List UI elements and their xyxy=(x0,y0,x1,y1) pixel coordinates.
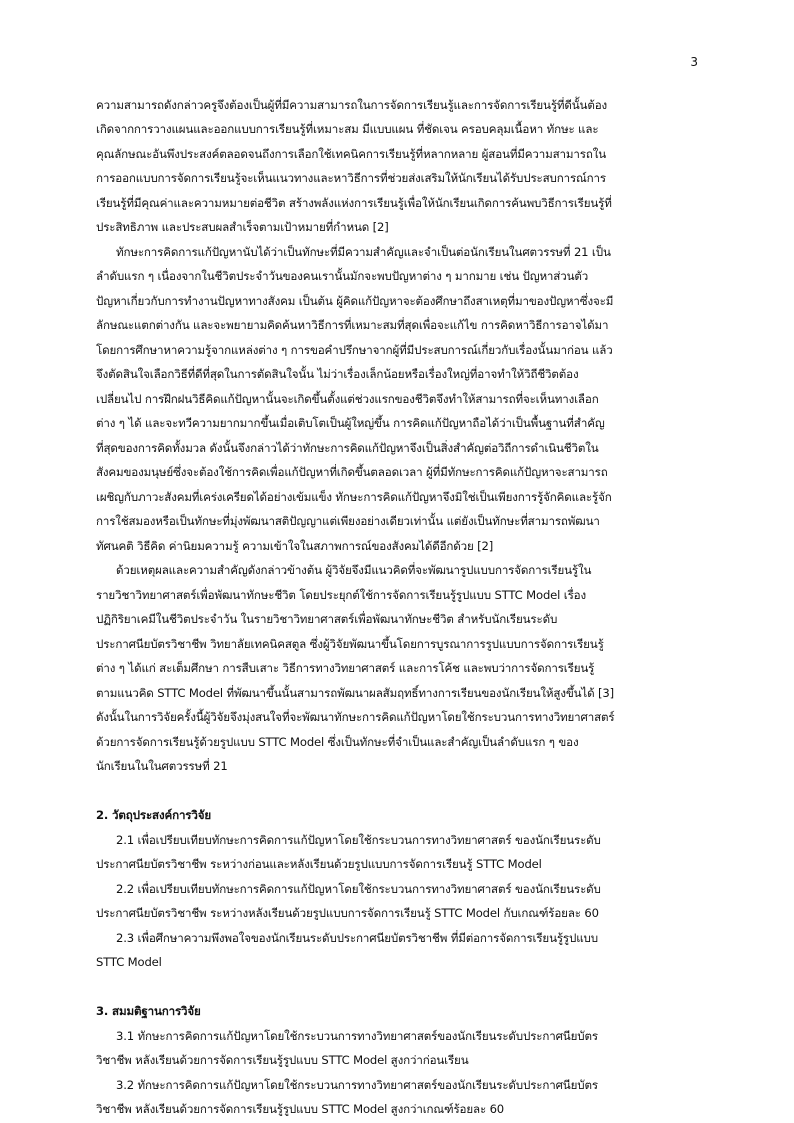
text-line: สังคมของมนุษย์ซึ่งจะต้องใช้การคิดเพื่อแก้ปัญหาที่เกิดขึ้นตลอดเวลา ผู้ที่มีทักษะการคิดแก้ปัญหาจะสามารถ xyxy=(96,465,608,479)
text-line: 3.1 ทักษะการคิดการแก้ปัญหาโดยใช้กระบวนการทางวิทยาศาสตร์ของนักเรียนระดับประกาศนียบัตร xyxy=(116,1029,598,1043)
text-line: วิชาชีพ หลังเรียนด้วยการจัดการเรียนรู้รูปแบบ STTC Model สูงกว่าก่อนเรียน xyxy=(96,1053,469,1067)
text-line: ประกาศนียบัตรวิชาชีพ ระหว่างหลังเรียนด้วยรูปแบบการจัดการเรียนรู้ STTC Model กับเกณฑ์ร้อยละ 60 xyxy=(96,906,599,920)
text-line: ทัศนคติ วิธีคิด ค่านิยมความรู้ ความเข้าใจในสภาพการณ์ของสังคมได้ดีอีกด้วย [2] xyxy=(96,539,494,553)
text-line: ประกาศนียบัตรวิชาชีพ วิทยาลัยเทคนิคสตูล ซึ่งผู้วิจัยพัฒนาขึ้นโดยการบูรณาการรูปแบบการจัดการเรียนรู้ xyxy=(96,637,604,651)
text-line: ที่สุดของการคิดทั้งมวล ดังนั้นจึงกล่าวได้ว่าทักษะการคิดแก้ปัญหาจึงเป็นสิ่งสำคัญต่อวิถีการดำเนินชีวิตใน xyxy=(96,441,599,455)
text-line: วิชาชีพ หลังเรียนด้วยการจัดการเรียนรู้รูปแบบ STTC Model สูงกว่าเกณฑ์ร้อยละ 60 xyxy=(96,1102,505,1116)
text-line: รายวิชาวิทยาศาสตร์เพื่อพัฒนาทักษะชีวิต โดยประยุกต์ใช้การจัดการเรียนรู้รูปแบบ STTC Model เรื่อง xyxy=(96,588,586,602)
text-line: 2.2 เพื่อเปรียบเทียบทักษะการคิดการแก้ปัญหาโดยใช้กระบวนการทางวิทยาศาสตร์ ของนักเรียนระดับ xyxy=(116,882,601,896)
text-line: นักเรียนในในศตวรรษที่ 21 xyxy=(96,759,228,773)
text-line: 2.3 เพื่อศึกษาความพึงพอใจของนักเรียนระดับประกาศนียบัตรวิชาชีพ ที่มีต่อการจัดการเรียนรู้รูปแบบ xyxy=(116,931,598,945)
text-line: ปัญหาเกี่ยวกับการทำงานปัญหาทางสังคม เป็นต้น ผู้คิดแก้ปัญหาจะต้องศึกษาถึงสาเหตุที่มาของปัญหาซึ่งจะมี xyxy=(96,294,614,308)
text-line: เรียนรู้ที่มีคุณค่าและความหมายต่อชีวิต สร้างพลังแห่งการเรียนรู้เพื่อให้นักเรียนเกิดการค้นพบวิธีการเรียนรู้ที่ xyxy=(96,196,612,210)
text-line: ด้วยเหตุผลและความสำคัญดังกล่าวข้างต้น ผู้วิจัยจึงมีแนวคิดที่จะพัฒนารูปแบบการจัดการเรียนรู้ใน xyxy=(116,563,592,577)
text-line: STTC Model xyxy=(96,955,162,969)
section-heading: 2. วัตถุประสงค์การวิจัย xyxy=(96,808,212,822)
text-line: ปฏิกิริยาเคมีในชีวิตประจำวัน ในรายวิชาวิทยาศาสตร์เพื่อพัฒนาทักษะชีวิต สำหรับนักเรียนระดับ xyxy=(96,612,558,626)
text-line: 2.1 เพื่อเปรียบเทียบทักษะการคิดการแก้ปัญหาโดยใช้กระบวนการทางวิทยาศาสตร์ ของนักเรียนระดับ xyxy=(116,833,601,847)
text-line: ประกาศนียบัตรวิชาชีพ ระหว่างก่อนและหลังเรียนด้วยรูปแบบการจัดการเรียนรู้ STTC Model xyxy=(96,857,542,871)
text-line: เปลี่ยนไป การฝึกฝนวิธีคิดแก้ปัญหานั้นจะเกิดขึ้นตั้งแต่ช่วงแรกของชีวิตจึงทำให้สามารถที่จะเห็นทางเลือก xyxy=(96,392,599,406)
section-heading: 3. สมมติฐานการวิจัย xyxy=(96,1004,201,1018)
text-line: การออกแบบการจัดการเรียนรู้จะเห็นแนวทางและหาวิธีการที่ช่วยส่งเสริมให้นักเรียนได้รับประสบการณ์การ xyxy=(96,171,606,185)
text-line: ลักษณะแตกต่างกัน และจะพยายามคิดค้นหาวิธีการที่เหมาะสมที่สุดเพื่อจะแก้ไข การคิดหาวิธีการอาจได้มา xyxy=(96,318,609,332)
text-line: โดยการศึกษาหาความรู้จากแหล่งต่าง ๆ การขอคำปรึกษาจากผู้ที่มีประสบการณ์เกี่ยวกับเรื่องนั้นมาก่อน แล้ว xyxy=(96,343,613,357)
text-line: ประสิทธิภาพ และประสบผลสำเร็จตามเป้าหมายที่กำหนด [2] xyxy=(96,220,389,234)
text-line: 3.2 ทักษะการคิดการแก้ปัญหาโดยใช้กระบวนการทางวิทยาศาสตร์ของนักเรียนระดับประกาศนียบัตร xyxy=(116,1078,598,1092)
text-line: เกิดจากการวางแผนและออกแบบการเรียนรู้ที่เหมาะสม มีแบบแผน ที่ชัดเจน ครอบคลุมเนื้อหา ทักษะ และ xyxy=(96,122,599,136)
text-line: ดังนั้นในการวิจัยครั้งนี้ผู้วิจัยจึงมุ่งสนใจที่จะพัฒนาทักษะการคิดแก้ปัญหาโดยใช้กระบวนการทางวิทยาศาสตร์ xyxy=(96,710,615,724)
text-line: ต่าง ๆ ได้ และจะทวีความยากมากขึ้นเมื่อเติบโตเป็นผู้ใหญ่ขึ้น การคิดแก้ปัญหาถือได้ว่าเป็นพื้นฐานที่สำคัญ xyxy=(96,416,605,430)
text-line: ต่าง ๆ ได้แก่ สะเต็มศึกษา การสืบเสาะ วิธีการทางวิทยาศาสตร์ และการโค้ช และพบว่าการจัดการเรียนรู้ xyxy=(96,661,595,675)
text-line: การใช้สมองหรือเป็นทักษะที่มุ่งพัฒนาสติปัญญาแต่เพียงอย่างเดียวเท่านั้น แต่ยังเป็นทักษะที่สามารถพัฒนา xyxy=(96,514,600,528)
text-line: ด้วยการจัดการเรียนรู้ด้วยรูปแบบ STTC Model ซึ่งเป็นทักษะที่จำเป็นและสำคัญเป็นลำดับแรก ๆ ของ xyxy=(96,735,579,749)
text-line: ตามแนวคิด STTC Model ที่พัฒนาขึ้นนั้นสามารถพัฒนาผลสัมฤทธิ์ทางการเรียนของนักเรียนให้สูงขึ้นได้ [3] xyxy=(96,686,614,700)
text-line: ทักษะการคิดการแก้ปัญหานับได้ว่าเป็นทักษะที่มีความสำคัญและจำเป็นต่อนักเรียนในศตวรรษที่ 21 เป็น xyxy=(116,245,611,259)
text-line: คุณลักษณะอันพึงประสงค์ตลอดจนถึงการเลือกใช้เทคนิคการเรียนรู้ที่หลากหลาย ผู้สอนที่มีความสามารถใน xyxy=(96,147,606,161)
text-line: ความสามารถดังกล่าวครูจึงต้องเป็นผู้ที่มีความสามารถในการจัดการเรียนรู้และการจัดการเรียนรู้ที่ดีนั้นต้อง xyxy=(96,98,608,112)
text-line: เผชิญกับภาวะสังคมที่เคร่งเครียดได้อย่างเข้มแข็ง ทักษะการคิดแก้ปัญหาจึงมิใช่เป็นเพียงการรู้จักคิดและรู้จัก xyxy=(96,490,612,504)
text-line: ลำดับแรก ๆ เนื่องจากในชีวิตประจำวันของคนเรานั้นมักจะพบปัญหาต่าง ๆ มากมาย เช่น ปัญหาส่วนตัว xyxy=(96,269,589,283)
text-line: จึงตัดสินใจเลือกวิธีที่ดีที่สุดในการตัดสินใจนั้น ไม่ว่าเรื่องเล็กน้อยหรือเรื่องใหญ่ที่อาจทำให้วิถีชีวิตต้อง xyxy=(96,367,579,381)
page-number: 3 xyxy=(690,55,698,69)
